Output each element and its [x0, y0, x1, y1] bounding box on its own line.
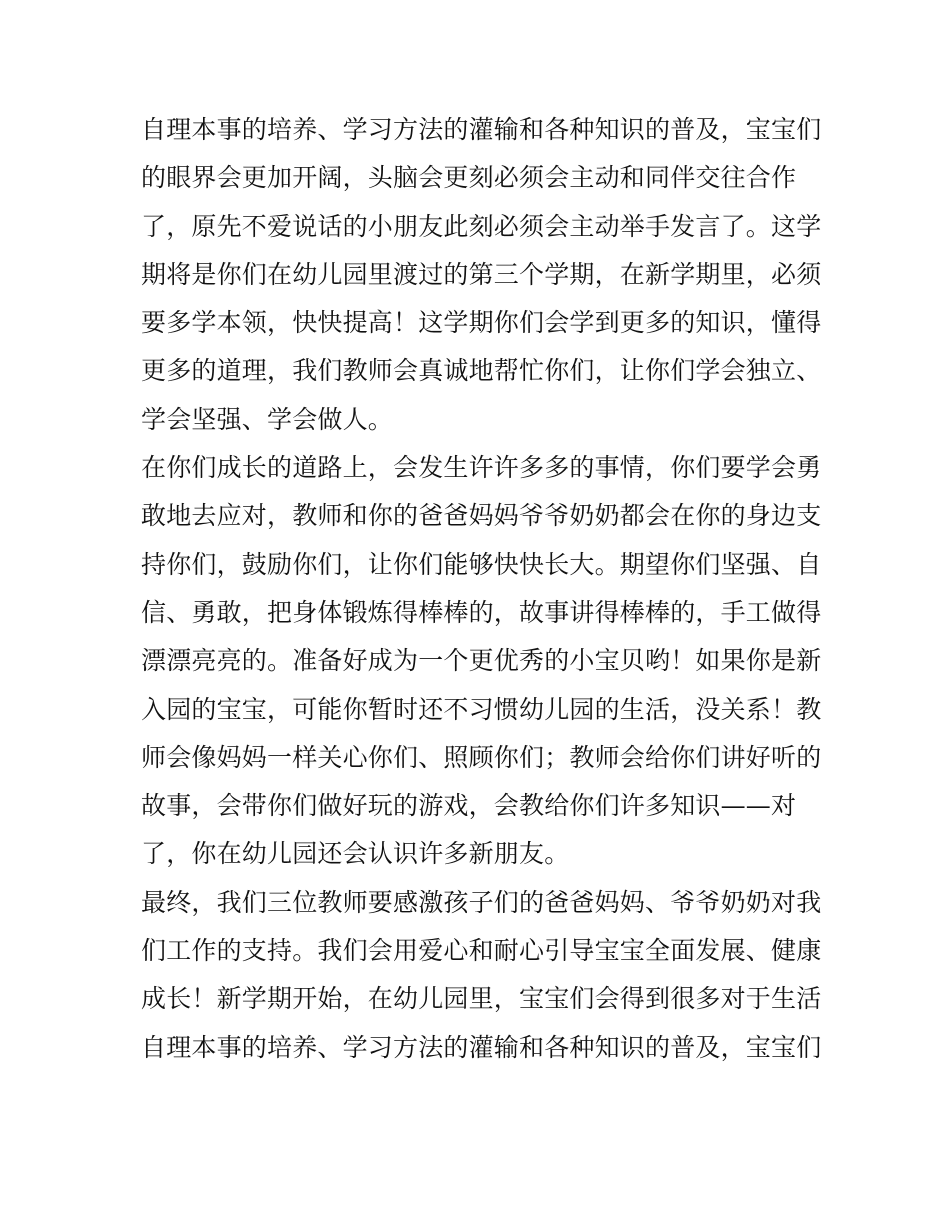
- text-line: 学会坚强、学会做人。: [141, 404, 394, 434]
- text-line: 最终，我们三位教师要感激孩子们的爸爸妈妈、爷爷奶奶对我: [141, 887, 822, 917]
- text-line: 自理本事的培养、学习方法的灌输和各种知识的普及，宝宝们: [141, 115, 822, 144]
- text-line: 漂漂亮亮的。准备好成为一个更优秀的小宝贝哟！如果你是新: [141, 646, 822, 676]
- text-line: 了，原先不爱说话的小朋友此刻必须会主动举手发言了。这学: [141, 211, 822, 241]
- text-line: 师会像妈妈一样关心你们、照顾你们；教师会给你们讲好听的: [141, 742, 822, 772]
- document-body: [141, 106, 821, 1072]
- text-line: 信、勇敢，把身体锻炼得棒棒的，故事讲得棒棒的，手工做得: [141, 597, 822, 627]
- text-line: 入园的宝宝，可能你暂时还不习惯幼儿园的生活，没关系！教: [141, 694, 822, 724]
- text-line: 持你们，鼓励你们，让你们能够快快长大。期望你们坚强、自: [141, 549, 822, 579]
- text-line: 要多学本领，快快提高！这学期你们会学到更多的知识，懂得: [141, 308, 822, 338]
- text-line: 们工作的支持。我们会用爱心和耐心引导宝宝全面发展、健康: [141, 936, 822, 966]
- text-line: 故事，会带你们做好玩的游戏，会教给你们许多知识——对: [141, 791, 797, 821]
- text-line: 了，你在幼儿园还会认识许多新朋友。: [141, 839, 570, 869]
- text-line: 期将是你们在幼儿园里渡过的第三个学期，在新学期里，必须: [141, 259, 822, 289]
- text-line: 更多的道理，我们教师会真诚地帮忙你们，让你们学会独立、: [141, 356, 822, 386]
- text-line: 自理本事的培养、学习方法的灌输和各种知识的普及，宝宝们: [141, 1032, 822, 1062]
- text-line: 成长！新学期开始，在幼儿园里，宝宝们会得到很多对于生活: [141, 984, 822, 1014]
- text-line: 在你们成长的道路上，会发生许许多多的事情，你们要学会勇: [141, 453, 822, 483]
- text-line: 敢地去应对，教师和你的爸爸妈妈爷爷奶奶都会在你的身边支: [141, 501, 822, 531]
- text-line: 的眼界会更加开阔，头脑会更刻必须会主动和同伴交往合作: [141, 163, 797, 193]
